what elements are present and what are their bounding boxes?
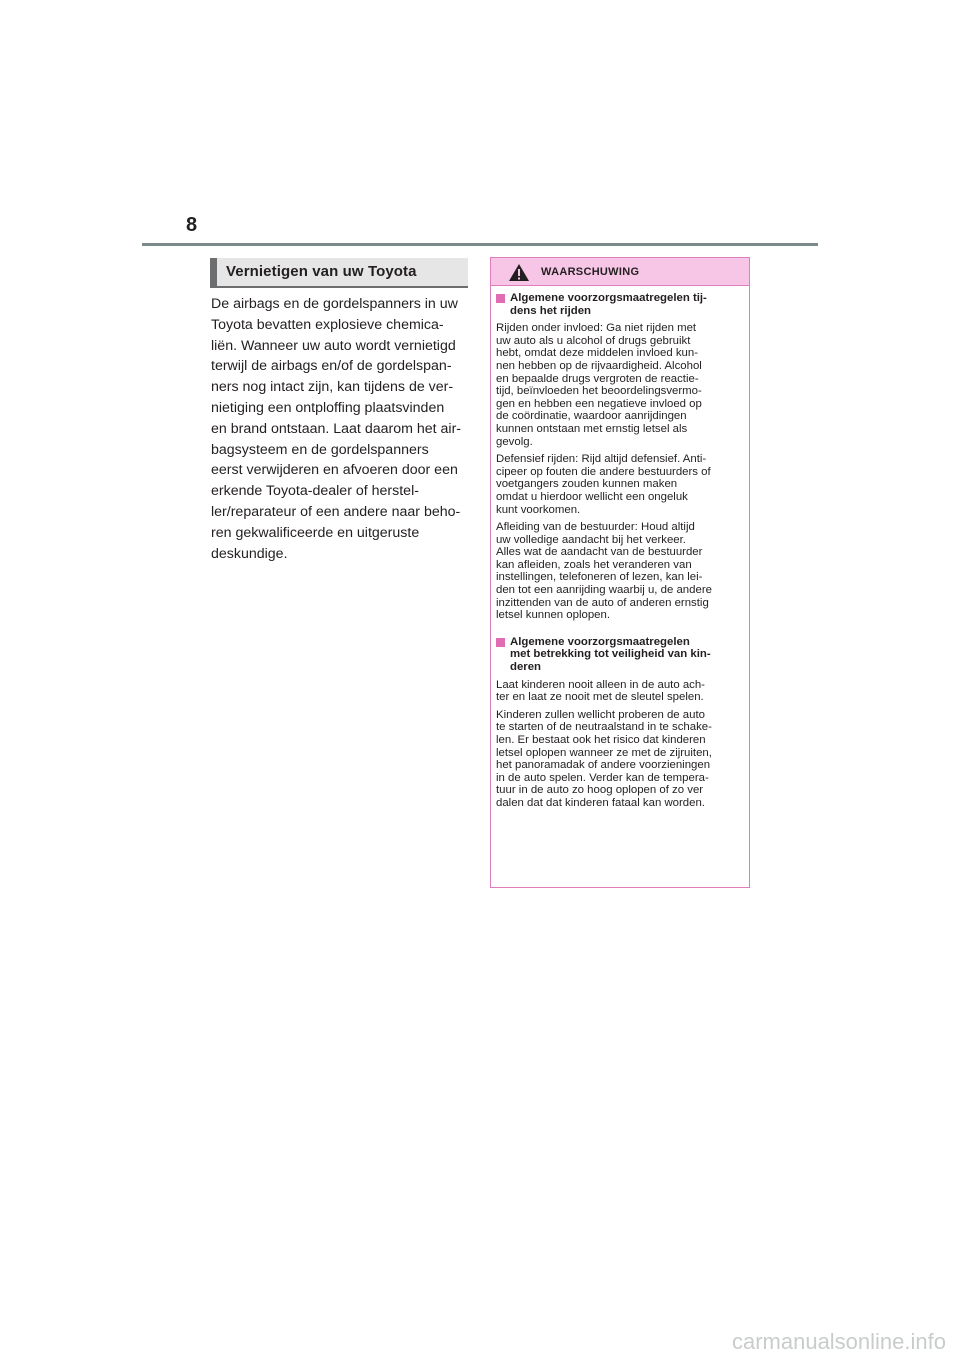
warning-subheading: Algemene voorzorgsmaatregelen tij- dens het rijden [496, 292, 743, 317]
warning-title: WAARSCHUWING [541, 266, 640, 278]
section-heading [210, 258, 468, 288]
warning-subheading: Algemene voorzorgsmaatregelen met betrekking tot veiligheid van kin- deren [496, 636, 743, 674]
body-line: terwijl de airbags en/of de gordelspan- [211, 358, 452, 375]
bullet-square-icon [496, 294, 505, 303]
body-line: liën. Wanneer uw auto wordt vernietigd [211, 337, 456, 354]
warning-paragraph: Rijden onder invloed: Ga niet rijden met uw auto als u alcohol of drugs gebruikt hebt, omdat deze middelen invloed kun- nen hebben op de rijvaardigheid. Alcohol en bepaalde drugs vergroten de reactie- tijd, beïnvloeden het beoordelingsvermo- gen en hebben een negatieve invloed op de coördinatie, waardoor aanrijdingen kunnen ontstaan met ernstig letsel als gevolg. [496, 322, 702, 448]
section-body [211, 294, 473, 564]
bullet-square-icon [496, 638, 505, 647]
body-line: ren gekwalificeerde en uitgeruste [211, 524, 420, 541]
body-line: deskundige. [211, 545, 288, 562]
warning-paragraph: Kinderen zullen wellicht proberen de auto te starten of de neutraalstand in te schake- len. Er bestaat ook het risico dat kinderen letsel oplopen wanneer ze met de zijruiten, het panoramadak of andere voorzieningen in de auto spelen. Verder kan de tempera- tuur in de auto zo hoog oplopen of zo ver dalen dat dat kinderen fataal kan worden. [496, 708, 712, 809]
page-number: 8 [186, 214, 198, 236]
body-line: Toyota bevatten explosieve chemica- [211, 316, 444, 333]
body-line: ler/reparateur of een andere naar beho- [211, 503, 461, 520]
body-line: ners nog intact zijn, kan tijdens de ver- [211, 379, 454, 396]
header-rule [142, 243, 818, 246]
body-line: nietiging een ontploffing plaatsvinden [211, 399, 445, 416]
warning-content [491, 286, 749, 810]
body-line: bagsysteem en de gordelspanners [211, 441, 429, 458]
warning-paragraph: Afleiding van de bestuurder: Houd altijd uw volledige aandacht bij het verkeer. Alles wat de aandacht van de bestuurder kan afleiden, zoals het veranderen van instellingen, telefoneren of lezen, kan lei- den tot een aanrijding waarbij u, de andere inzittenden van de auto of anderen ernstig letsel kunnen oplopen. [496, 521, 712, 622]
body-line: eerst verwijderen en afvoeren door een [211, 462, 458, 479]
warning-paragraph: Laat kinderen nooit alleen in de auto ach- ter en laat ze nooit met de sleutel spelen. [496, 678, 705, 704]
body-line: en brand ontstaan. Laat daarom het air- [211, 420, 462, 437]
body-line: erkende Toyota-dealer of herstel- [211, 483, 419, 500]
warning-triangle-icon [508, 263, 530, 282]
warning-header [491, 258, 749, 286]
warning-box [490, 257, 750, 888]
section-heading-text: Vernietigen van uw Toyota [226, 263, 417, 280]
footer-watermark: carmanualsonline.info [731, 1329, 946, 1354]
body-line: De airbags en de gordelspanners in uw [211, 296, 458, 312]
warning-paragraph: Defensief rijden: Rijd altijd defensief. Anti- cipeer op fouten die andere bestuurders of voetgangers zouden kunnen maken omdat u hierdoor wellicht een ongeluk kunt voorkomen. [496, 453, 711, 516]
